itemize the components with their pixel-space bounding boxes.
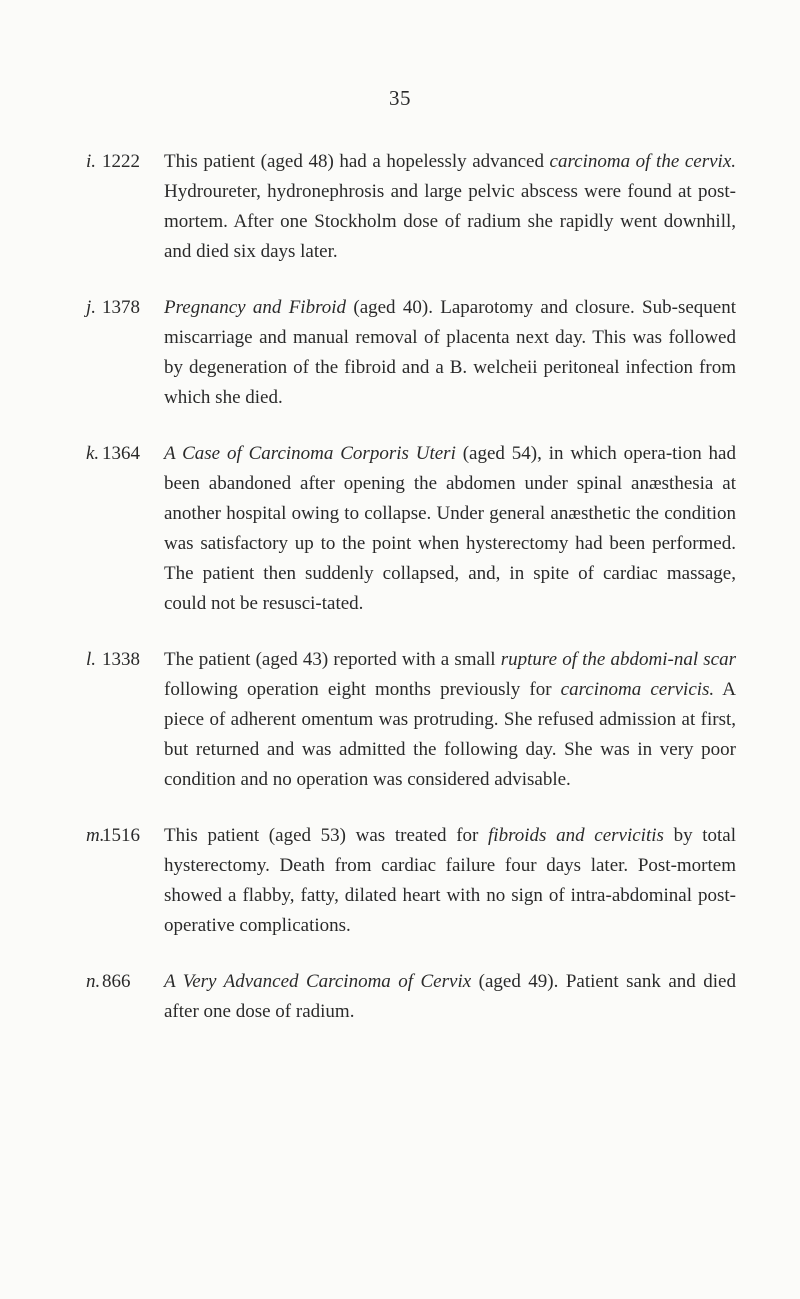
case-entry — [86, 293, 736, 413]
case-description — [164, 293, 736, 413]
case-description — [164, 821, 736, 941]
italic-text: fibroids and cervicitis — [488, 825, 664, 846]
body-text: This patient (aged 48) had a hopelessly advanced — [164, 151, 550, 172]
italic-text: carcinoma of the cervix. — [549, 151, 737, 172]
case-number: 1378 — [102, 297, 140, 318]
case-letter: k. — [86, 443, 100, 464]
body-text: by total hysterectomy. Death from cardiac failure four days later. Post-mortem showed a flabby, fatty, dilated heart with no sign of intra-abdominal post-operative complications. — [164, 825, 736, 936]
case-description — [164, 645, 736, 795]
page-number: 35 — [389, 86, 411, 110]
case-number: 866 — [102, 971, 131, 992]
case-entry — [86, 439, 736, 619]
body-text: following operation eight months previously for — [164, 679, 561, 700]
italic-text: rupture of the abdomi-nal scar — [500, 649, 736, 670]
case-number: 1364 — [102, 443, 140, 464]
body-text: A piece of adherent omentum was protruding. She refused admission at first, but returned and was admitted the following day. She was in very poor condition and no operation was considered advisable. — [164, 679, 736, 790]
case-letter: l. — [86, 649, 97, 670]
case-description — [164, 147, 736, 267]
body-text: Hydroureter, hydronephrosis and large pelvic abscess were found at post-mortem. After one Stockholm dose of radium she rapidly went downhill, and died six days later. — [164, 181, 736, 262]
case-entry — [86, 645, 736, 795]
body-text: (aged 49). Patient sank and died after one dose of radium. — [164, 971, 736, 1022]
body-text: The patient (aged 43) reported with a small — [164, 649, 501, 670]
case-number: 1338 — [102, 649, 140, 670]
body-text: (aged 54), in which opera-tion had been abandoned after opening the abdomen under spinal anæsthesia at another hospital owing to collapse. Under general anæsthetic the condition was satisfactory up to the point when hysterectomy had been performed. The patient then suddenly collapsed, and, in spite of cardiac massage, could not be resusci-tated. — [164, 443, 736, 614]
body-text: This patient (aged 53) was treated for — [164, 825, 489, 846]
italic-text: Pregnancy and Fibroid — [164, 297, 347, 318]
case-number: 1222 — [102, 151, 140, 172]
case-letter: m. — [86, 825, 105, 846]
case-letter: n. — [86, 971, 101, 992]
case-letter: i. — [86, 151, 97, 172]
italic-text: A Case of Carcinoma Corporis Uteri — [164, 443, 456, 464]
case-description — [164, 967, 736, 1027]
case-entry — [86, 967, 736, 1027]
case-entry — [86, 821, 736, 941]
case-number: 1516 — [102, 825, 140, 846]
case-list — [86, 147, 736, 1053]
italic-text: A Very Advanced Carcinoma of Cervix — [164, 971, 472, 992]
case-entry — [86, 147, 736, 267]
case-description — [164, 439, 736, 619]
body-text: (aged 40). Laparotomy and closure. Sub-sequent miscarriage and manual removal of placenta next day. This was followed by degeneration of the fibroid and a B. welcheii peritoneal infection from which she died. — [164, 297, 736, 408]
italic-text: carcinoma cervicis. — [560, 679, 715, 700]
case-letter: j. — [86, 297, 97, 318]
